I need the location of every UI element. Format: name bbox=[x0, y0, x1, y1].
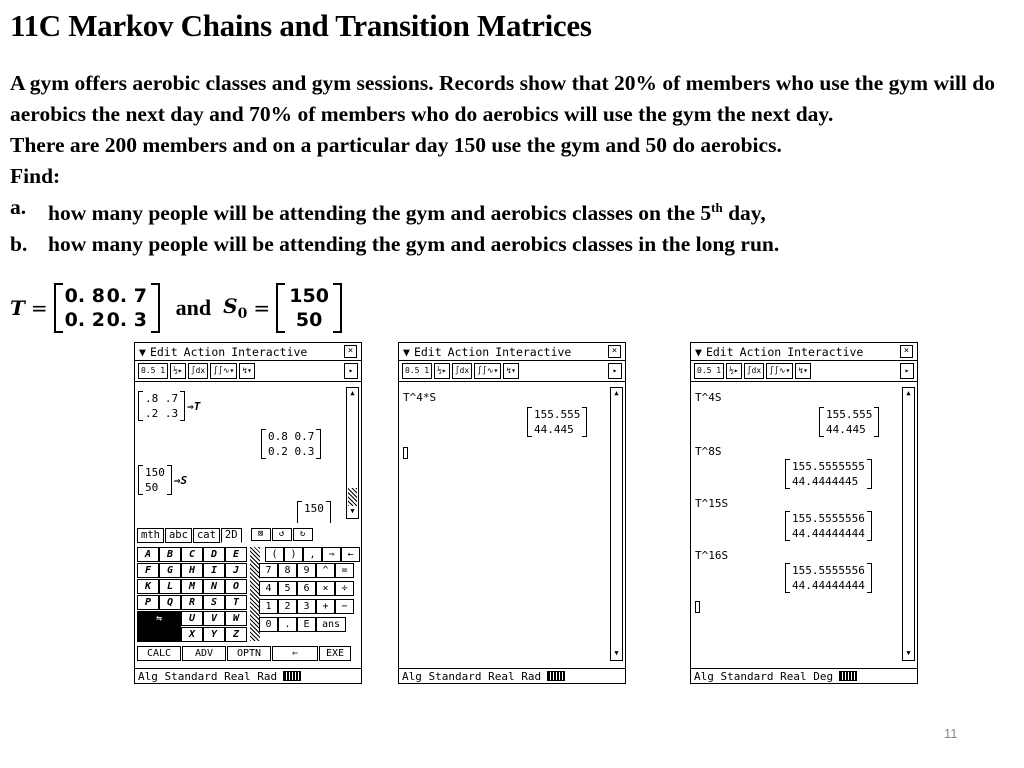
scrollbar[interactable]: ▲ ▼ bbox=[346, 387, 359, 519]
letter-key[interactable]: E bbox=[225, 547, 247, 562]
scrollbar[interactable]: ▲ ▼ bbox=[610, 387, 623, 661]
number-key[interactable]: ^ bbox=[316, 563, 335, 578]
menu-interactive[interactable]: Interactive bbox=[495, 344, 572, 359]
letter-key[interactable]: D bbox=[203, 547, 225, 562]
status-text: Alg Standard Real Rad bbox=[402, 669, 542, 683]
s-cell: 50 bbox=[295, 309, 323, 331]
t-cell: 0. 7 bbox=[106, 285, 147, 307]
undo-icon[interactable]: ↺ bbox=[272, 528, 292, 541]
result-matrix: 155.555 44.445 bbox=[819, 407, 879, 437]
entry-line: T^16S bbox=[695, 549, 729, 562]
letter-key[interactable]: Y bbox=[203, 627, 225, 642]
tools-menu-button[interactable]: ↯▾ bbox=[795, 363, 811, 379]
close-icon[interactable]: × bbox=[608, 345, 621, 358]
letter-key[interactable]: O bbox=[225, 579, 247, 594]
redo-icon[interactable]: ↻ bbox=[293, 528, 313, 541]
calc-work-area bbox=[135, 383, 343, 523]
number-key[interactable]: 6 bbox=[297, 581, 316, 596]
simplify-button[interactable]: ½▸ bbox=[434, 363, 450, 379]
graph-menu-button[interactable]: ∫∫∿▾ bbox=[766, 363, 793, 379]
letter-key[interactable]: N bbox=[203, 579, 225, 594]
function-key[interactable]: CALC bbox=[137, 646, 181, 661]
t-symbol: T bbox=[10, 296, 25, 320]
clear-icon[interactable]: ⊠ bbox=[251, 528, 271, 541]
status-bar bbox=[135, 668, 361, 683]
simplify-button[interactable]: ½▸ bbox=[170, 363, 186, 379]
letter-key[interactable]: U bbox=[181, 611, 203, 626]
letter-key[interactable]: P bbox=[137, 595, 159, 610]
number-key[interactable]: = bbox=[335, 563, 354, 578]
number-key[interactable]: + bbox=[316, 599, 335, 614]
number-key[interactable]: 0 bbox=[259, 617, 278, 632]
question-a-text: how many people will be attending the gym and aerobics classes on the 5 bbox=[48, 201, 712, 226]
t-cell: 0. 3 bbox=[106, 309, 147, 331]
fraction-toggle-button[interactable]: 0.5 1 bbox=[138, 363, 168, 379]
tab-mth[interactable]: mth bbox=[137, 528, 164, 543]
question-a bbox=[10, 192, 1015, 229]
calc-toolbar bbox=[135, 361, 361, 382]
close-icon[interactable]: × bbox=[900, 345, 913, 358]
tab-2d[interactable]: 2D bbox=[221, 528, 242, 543]
integral-button[interactable]: ∫dx bbox=[452, 363, 472, 379]
calc-work-area bbox=[691, 383, 899, 663]
question-a-sup: th bbox=[711, 200, 723, 215]
letter-key[interactable]: L bbox=[159, 579, 181, 594]
tools-menu-button[interactable]: ↯▾ bbox=[239, 363, 255, 379]
toolbar-arrow-icon[interactable]: ▸ bbox=[900, 363, 914, 379]
status-bar bbox=[399, 668, 625, 683]
question-b-label: b. bbox=[10, 232, 28, 257]
menu-chevron-icon[interactable]: ▼ bbox=[695, 344, 702, 359]
battery-icon bbox=[839, 671, 857, 681]
matrix-definitions bbox=[10, 282, 342, 334]
virtual-keyboard bbox=[135, 545, 361, 665]
scrollbar[interactable]: ▲ ▼ bbox=[902, 387, 915, 661]
number-key[interactable]: − bbox=[335, 599, 354, 614]
number-key[interactable]: ÷ bbox=[335, 581, 354, 596]
calc-toolbar bbox=[399, 361, 625, 382]
s-symbol: $S_0$ bbox=[223, 294, 248, 322]
output-matrix-s: 150 bbox=[297, 501, 331, 523]
function-key[interactable]: ⇐ bbox=[272, 646, 318, 661]
symbol-key[interactable]: ← bbox=[341, 547, 360, 562]
calculator-screen-1 bbox=[134, 342, 362, 684]
letter-key[interactable]: V bbox=[203, 611, 225, 626]
menu-action[interactable]: Action bbox=[183, 344, 226, 359]
menu-edit[interactable]: Edit bbox=[149, 344, 178, 359]
letter-key[interactable]: S bbox=[203, 595, 225, 610]
integral-button[interactable]: ∫dx bbox=[188, 363, 208, 379]
entry-line: T^8S bbox=[695, 445, 722, 458]
slide-title: 11C Markov Chains and Transition Matrices bbox=[10, 8, 592, 43]
number-key[interactable]: 3 bbox=[297, 599, 316, 614]
question-a-label: a. bbox=[10, 195, 27, 219]
t-cell: 0. 2 bbox=[64, 309, 105, 331]
menu-interactive[interactable]: Interactive bbox=[231, 344, 308, 359]
toolbar-arrow-icon[interactable]: ▸ bbox=[344, 363, 358, 379]
number-key[interactable]: E bbox=[297, 617, 316, 632]
number-key[interactable]: 8 bbox=[278, 563, 297, 578]
transition-matrix bbox=[54, 283, 160, 333]
status-text: Alg Standard Real Deg bbox=[694, 669, 834, 683]
function-key[interactable]: OPTN bbox=[227, 646, 271, 661]
number-key[interactable]: 2 bbox=[278, 599, 297, 614]
entry-line: T^4S bbox=[695, 391, 722, 404]
entry-line: T^15S bbox=[695, 497, 729, 510]
number-key[interactable]: 9 bbox=[297, 563, 316, 578]
symbol-key[interactable]: ( bbox=[265, 547, 284, 562]
t-cell: 0. 8 bbox=[64, 285, 105, 307]
graph-menu-button[interactable]: ∫∫∿▾ bbox=[210, 363, 237, 379]
symbol-key[interactable]: , bbox=[303, 547, 322, 562]
fraction-toggle-button[interactable]: 0.5 1 bbox=[402, 363, 432, 379]
letter-key[interactable]: H bbox=[181, 563, 203, 578]
letter-key[interactable]: C bbox=[181, 547, 203, 562]
letter-key[interactable]: J bbox=[225, 563, 247, 578]
letter-key[interactable]: A bbox=[137, 547, 159, 562]
fraction-toggle-button[interactable]: 0.5 1 bbox=[694, 363, 724, 379]
tab-cat[interactable]: cat bbox=[193, 528, 220, 543]
entry-line: T^4*S bbox=[403, 391, 437, 404]
menu-action[interactable]: Action bbox=[447, 344, 490, 359]
input-matrix-t: .8 .7 .2 .3 ⇒T bbox=[138, 391, 200, 421]
function-key[interactable]: EXE bbox=[319, 646, 351, 661]
result-matrix: 155.5555556 44.44444444 bbox=[785, 563, 872, 593]
menu-edit[interactable]: Edit bbox=[413, 344, 442, 359]
question-a-end: day, bbox=[722, 201, 766, 226]
menu-action[interactable]: Action bbox=[739, 344, 782, 359]
number-key[interactable]: 1 bbox=[259, 599, 278, 614]
page-number: 11 bbox=[944, 726, 958, 741]
members-paragraph: There are 200 members and on a particular day 150 use the gym and 50 do aerobics. bbox=[10, 133, 782, 157]
calc-toolbar bbox=[691, 361, 917, 382]
calculator-screen-3 bbox=[690, 342, 918, 684]
s-cell: 150 bbox=[289, 285, 329, 307]
toolbar-arrow-icon[interactable]: ▸ bbox=[608, 363, 622, 379]
equals-sign: = bbox=[253, 296, 271, 320]
letter-key[interactable]: Z bbox=[225, 627, 247, 642]
problem-paragraph: A gym offers aerobic classes and gym sessions. Records show that 20% of members who use the gym will do aerobics the next day and 70% of members who do aerobics will use the gym the next day. bbox=[10, 71, 995, 126]
number-key[interactable]: 4 bbox=[259, 581, 278, 596]
tools-menu-button[interactable]: ↯▾ bbox=[503, 363, 519, 379]
problem-text bbox=[10, 68, 1015, 260]
graph-menu-button[interactable]: ∫∫∿▾ bbox=[474, 363, 501, 379]
text-cursor[interactable] bbox=[403, 447, 408, 459]
number-key[interactable]: × bbox=[316, 581, 335, 596]
symbol-key[interactable]: ⇒ bbox=[322, 547, 341, 562]
calc-menubar bbox=[135, 343, 361, 361]
letter-key[interactable]: G bbox=[159, 563, 181, 578]
calc-menubar bbox=[399, 343, 625, 361]
calculator-screen-2 bbox=[398, 342, 626, 684]
letter-key[interactable]: R bbox=[181, 595, 203, 610]
question-b-text: how many people will be attending the gym and aerobics classes in the long run. bbox=[48, 232, 780, 257]
shift-key[interactable]: ⇋ bbox=[137, 611, 181, 642]
letter-key[interactable]: M bbox=[181, 579, 203, 594]
battery-icon bbox=[283, 671, 301, 681]
status-bar bbox=[691, 668, 917, 683]
result-matrix: 155.555 44.445 bbox=[527, 407, 587, 437]
menu-chevron-icon[interactable]: ▼ bbox=[403, 344, 410, 359]
number-key[interactable]: ans bbox=[316, 617, 346, 632]
letter-key[interactable]: K bbox=[137, 579, 159, 594]
result-matrix: 155.5555556 44.44444444 bbox=[785, 511, 872, 541]
letter-key[interactable]: I bbox=[203, 563, 225, 578]
menu-edit[interactable]: Edit bbox=[705, 344, 734, 359]
battery-icon bbox=[547, 671, 565, 681]
letter-key[interactable]: Q bbox=[159, 595, 181, 610]
letter-key[interactable]: T bbox=[225, 595, 247, 610]
integral-button[interactable]: ∫dx bbox=[744, 363, 764, 379]
letter-key[interactable]: F bbox=[137, 563, 159, 578]
letter-key[interactable]: W bbox=[225, 611, 247, 626]
number-key[interactable]: 5 bbox=[278, 581, 297, 596]
menu-interactive[interactable]: Interactive bbox=[787, 344, 864, 359]
and-word: and bbox=[175, 295, 212, 320]
equals-sign: = bbox=[30, 296, 48, 320]
find-label: Find: bbox=[10, 164, 61, 188]
output-matrix-t: 0.8 0.7 0.2 0.3 bbox=[261, 429, 321, 459]
number-key[interactable]: . bbox=[278, 617, 297, 632]
result-matrix: 155.5555555 44.4444445 bbox=[785, 459, 872, 489]
simplify-button[interactable]: ½▸ bbox=[726, 363, 742, 379]
number-key[interactable]: 7 bbox=[259, 563, 278, 578]
keyboard-tabs bbox=[137, 528, 313, 543]
letter-key[interactable]: B bbox=[159, 547, 181, 562]
tab-abc[interactable]: abc bbox=[165, 528, 192, 543]
initial-state-matrix bbox=[276, 283, 342, 333]
symbol-key[interactable]: ) bbox=[284, 547, 303, 562]
letter-key[interactable]: X bbox=[181, 627, 203, 642]
menu-chevron-icon[interactable]: ▼ bbox=[139, 344, 146, 359]
function-key[interactable]: ADV bbox=[182, 646, 226, 661]
question-b bbox=[10, 229, 1015, 260]
status-text: Alg Standard Real Rad bbox=[138, 669, 278, 683]
text-cursor[interactable] bbox=[695, 601, 700, 613]
calc-work-area bbox=[399, 383, 607, 663]
calc-menubar bbox=[691, 343, 917, 361]
input-matrix-s: 150 50 ⇒S bbox=[138, 465, 187, 495]
close-icon[interactable]: × bbox=[344, 345, 357, 358]
